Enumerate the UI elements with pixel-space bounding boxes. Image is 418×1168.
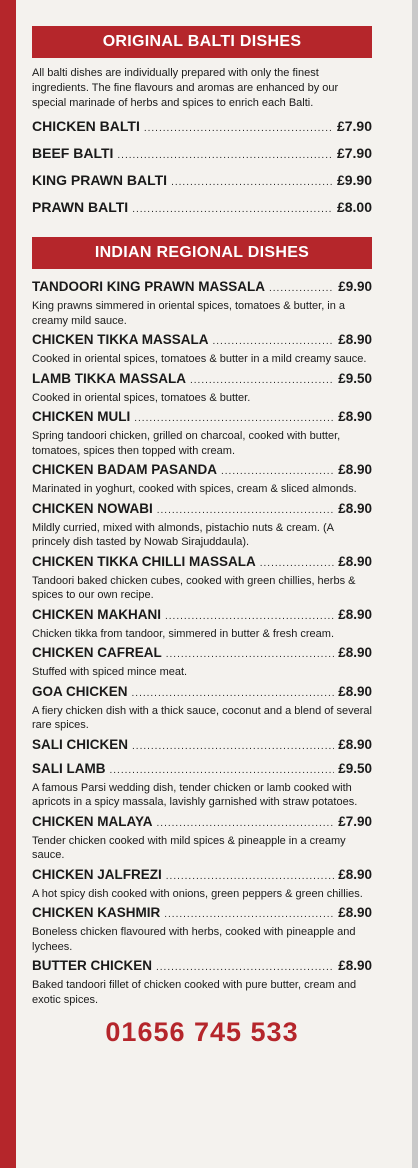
menu-item-row — [32, 865, 372, 887]
menu-item — [32, 115, 372, 140]
dish-price: £7.90 — [336, 118, 372, 134]
dish-description: Marinated in yoghurt, cooked with spices, cream & sliced almonds. — [32, 483, 357, 495]
menu-item-row — [32, 369, 372, 391]
dot-leader — [165, 607, 334, 627]
balti-intro: All balti dishes are individually prepared with only the finest ingredients. The fine flavours and aromas are enhanced by our special marinade of herbs and spices to enrich each Balti. — [32, 67, 339, 109]
dot-leader — [134, 409, 334, 429]
dish-price: £8.90 — [338, 409, 372, 424]
menu-item — [32, 812, 372, 863]
menu-item — [32, 169, 372, 194]
menu-item — [32, 499, 372, 550]
section-header-regional: INDIAN REGIONAL DISHES — [32, 237, 372, 269]
dish-description: Mildly curried, mixed with almonds, pistachio nuts & cream. (A princely dish tasted by Nowab Sirajuddaula). — [32, 521, 334, 548]
dish-description: Cooked in oriental spices, tomatoes & butter. — [32, 391, 251, 404]
dish-description: A hot spicy dish cooked with onions, green peppers & green chillies. — [32, 887, 363, 900]
dish-name: CHICKEN NOWABI — [32, 500, 153, 516]
dot-leader — [166, 867, 334, 887]
dish-name: CHICKEN JALFREZI — [32, 866, 162, 882]
dish-description: Cooked in oriental spices, tomatoes & butter in a mild creamy sauce. — [32, 353, 367, 365]
dish-price: £9.50 — [338, 370, 372, 386]
dish-price: £8.90 — [338, 736, 372, 752]
dish-name: CHICKEN MAKHANI — [32, 606, 161, 622]
dish-description: A fiery chicken dish with a thick sauce, coconut and a blend of several rare spices. — [32, 704, 372, 731]
menu-item-row — [32, 407, 372, 429]
menu-item-row — [32, 115, 372, 140]
dot-leader — [260, 554, 334, 574]
menu-item-row — [32, 169, 372, 194]
dot-leader — [213, 332, 335, 352]
page-edge — [412, 0, 418, 1168]
menu-item — [32, 407, 372, 458]
dish-name: CHICKEN KASHMIR — [32, 905, 161, 920]
menu-item-row — [32, 735, 372, 757]
menu-item-row — [32, 956, 372, 978]
dish-description: Stuffed with spiced mince meat. — [32, 666, 188, 678]
dish-price: £9.90 — [336, 172, 372, 188]
menu-item-row — [32, 460, 372, 482]
regional-list — [32, 277, 372, 1007]
dish-description: Tandoori baked chicken cubes, cooked with green chillies, herbs & spices to our own recipe. — [32, 574, 356, 601]
menu-item — [32, 196, 372, 221]
dish-price: £7.90 — [338, 813, 372, 829]
menu-item — [32, 142, 372, 167]
dish-description: Boneless chicken flavoured with herbs, cooked with pineapple and lychees. — [32, 926, 356, 953]
dish-price: £8.90 — [338, 866, 372, 882]
dish-name: CHICKEN MULI — [32, 409, 131, 424]
dot-leader — [164, 905, 334, 925]
dish-price: £8.90 — [338, 606, 372, 622]
dish-name: LAMB TIKKA MASSALA — [32, 370, 186, 386]
dish-description: King prawns simmered in oriental spices, tomatoes & butter, in a creamy mild sauce. — [32, 300, 346, 327]
dish-name: SALI LAMB — [32, 760, 106, 776]
menu-item-row — [32, 330, 372, 352]
dot-leader — [171, 172, 333, 194]
dot-leader — [144, 118, 333, 140]
dish-description: Baked tandoori fillet of chicken cooked with pure butter, cream and exotic spices. — [32, 979, 357, 1006]
dish-name: CHICKEN MALAYA — [32, 813, 153, 829]
menu-item — [32, 682, 372, 733]
dish-price: £8.90 — [338, 958, 372, 973]
dish-name: PRAWN BALTI — [32, 199, 129, 215]
menu-item-row — [32, 759, 372, 781]
menu-content — [32, 26, 372, 1048]
dish-name: CHICKEN TIKKA CHILLI MASSALA — [32, 553, 256, 569]
dish-price: £9.50 — [338, 760, 372, 776]
dish-description: A famous Parsi wedding dish, tender chicken or lamb cooked with apricots in a spicy massala, lavishly garnished with straw potatoes. — [32, 781, 358, 808]
phone-number: 01656 745 533 — [105, 1017, 299, 1047]
dot-leader — [117, 145, 333, 167]
dot-leader — [157, 501, 334, 521]
menu-item — [32, 605, 372, 642]
dish-price: £8.00 — [336, 199, 372, 215]
menu-item-row — [32, 605, 372, 627]
dish-description: Spring tandoori chicken, grilled on charcoal, cooked with butter, tomatoes, spices then topped with cream. — [32, 430, 341, 457]
menu-item — [32, 643, 372, 680]
menu-item — [32, 759, 372, 810]
dot-leader — [156, 958, 334, 978]
dish-name: SALI CHICKEN — [32, 736, 129, 752]
menu-item-row — [32, 142, 372, 167]
menu-item-row — [32, 643, 372, 665]
dot-leader — [157, 814, 335, 834]
section-header-balti: ORIGINAL BALTI DISHES — [32, 26, 372, 58]
menu-item-row — [32, 196, 372, 221]
dish-name: TANDOORI KING PRAWN MASSALA — [32, 279, 265, 294]
menu-item-row — [32, 552, 372, 574]
dish-name: CHICKEN BADAM PASANDA — [32, 462, 217, 477]
dish-price: £8.90 — [338, 645, 372, 660]
menu-item — [32, 903, 372, 954]
dot-leader — [190, 371, 334, 391]
menu-item-row — [32, 682, 372, 704]
menu-item-row — [32, 903, 372, 925]
dish-name: BEEF BALTI — [32, 145, 114, 161]
menu-item-row — [32, 499, 372, 521]
dot-leader — [132, 737, 334, 757]
dish-description: Chicken tikka from tandoor, simmered in butter & fresh cream. — [32, 627, 335, 640]
menu-item — [32, 956, 372, 1007]
dish-price: £8.90 — [338, 683, 372, 699]
dish-name: CHICKEN BALTI — [32, 118, 140, 134]
dish-price: £8.90 — [338, 332, 372, 347]
dish-description: Tender chicken cooked with mild spices & pineapple in a creamy sauce. — [32, 834, 346, 861]
menu-item — [32, 865, 372, 902]
dish-price: £8.90 — [338, 462, 372, 477]
dish-price: £8.90 — [338, 553, 372, 569]
dish-name: CHICKEN CAFREAL — [32, 645, 162, 660]
dot-leader — [110, 761, 335, 781]
menu-item — [32, 460, 372, 497]
menu-item — [32, 330, 372, 367]
menu-item — [32, 369, 372, 406]
menu-item — [32, 277, 372, 328]
dot-leader — [132, 199, 333, 221]
menu-item-row — [32, 812, 372, 834]
dot-leader — [269, 279, 334, 299]
menu-item-row — [32, 277, 372, 299]
dish-price: £8.90 — [338, 905, 372, 920]
dish-name: KING PRAWN BALTI — [32, 172, 168, 188]
dish-price: £9.90 — [338, 279, 372, 294]
dot-leader — [166, 645, 334, 665]
dot-leader — [221, 462, 334, 482]
menu-item — [32, 735, 372, 757]
menu-item — [32, 552, 372, 603]
dish-name: BUTTER CHICKEN — [32, 958, 152, 973]
dish-name: CHICKEN TIKKA MASSALA — [32, 332, 209, 347]
balti-list — [32, 115, 372, 221]
dish-price: £8.90 — [338, 500, 372, 516]
dish-name: GOA CHICKEN — [32, 683, 128, 699]
dish-price: £7.90 — [336, 145, 372, 161]
dot-leader — [132, 684, 335, 704]
left-red-bar — [0, 0, 16, 1168]
